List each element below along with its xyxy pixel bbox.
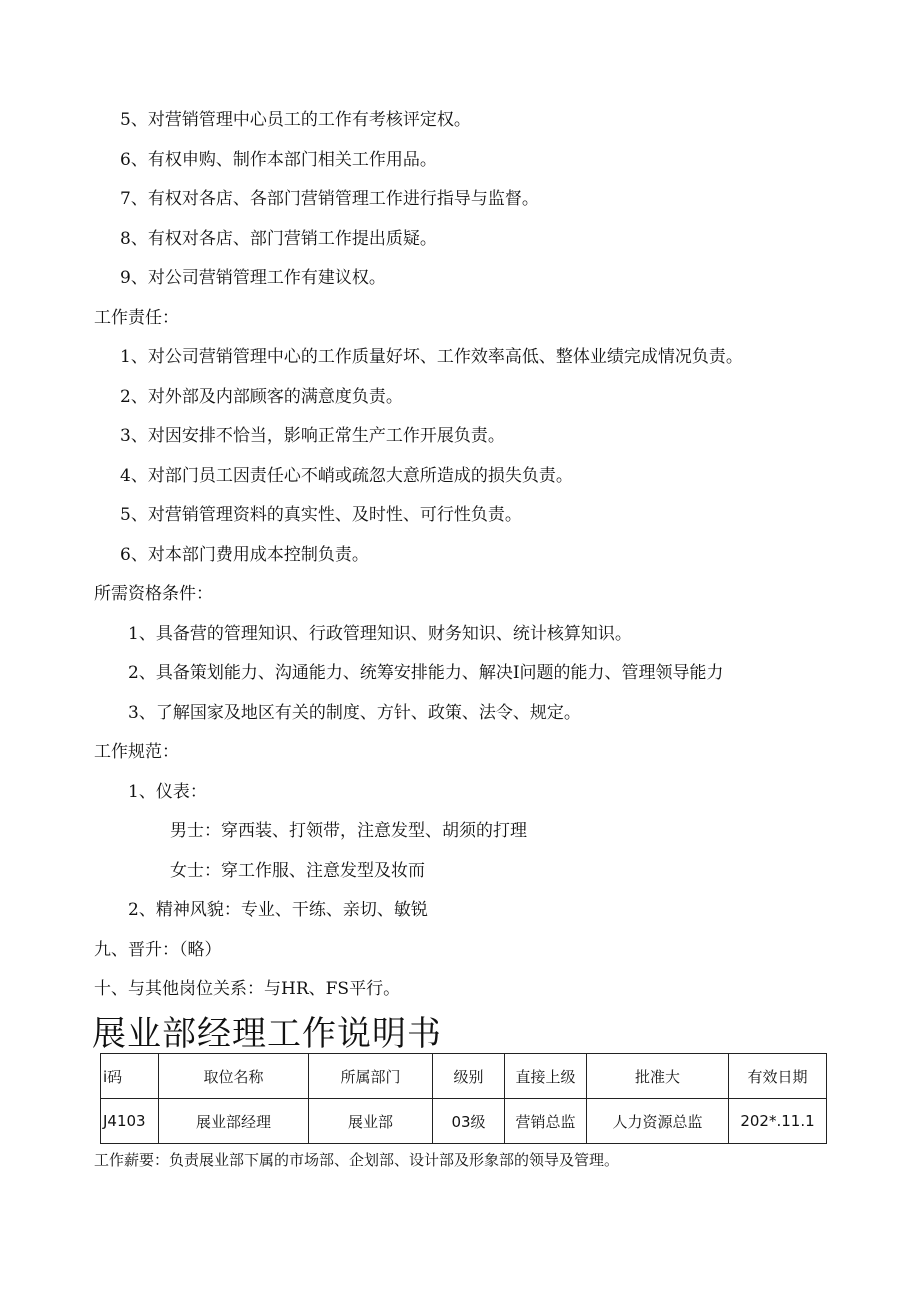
- cell-position-name: 展业部经理: [159, 1099, 309, 1144]
- cell-level: 03级: [433, 1099, 505, 1144]
- job-summary: 工作薪要：负责展业部下属的市场部、企划部、设计部及形象部的领导及管理。: [94, 1151, 620, 1169]
- responsibility-item: 1、对公司营销管理中心的工作质量好坏、工作效率高低、整体业绩完成情况负责。: [120, 347, 743, 367]
- qualification-item: 3、了解国家及地区有关的制度、方针、政策、法令、规定。: [128, 703, 581, 723]
- table-row: [101, 1099, 827, 1144]
- authority-item: 7、有权对各店、各部门营销管理工作进行指导与监督。: [120, 189, 539, 209]
- promotion-line: 九、晋升：（略）: [94, 940, 222, 960]
- cell-effective-date: 202*.11.1: [729, 1099, 827, 1144]
- qualification-item: 2、具备策划能力、沟通能力、统筹安排能力、解决I问题的能力、管理领导能力: [128, 663, 724, 683]
- appearance-label: 1、仪表：: [128, 782, 207, 802]
- responsibility-item: 2、对外部及内部顾客的满意度负责。: [120, 387, 403, 407]
- responsibility-item: 5、对营销管理资料的真实性、及时性、可行性负责。: [120, 505, 522, 525]
- responsibility-item: 3、对因安排不恰当，影响正常生产工作开展负责。: [120, 426, 505, 446]
- job-description-title: 展业部经理工作说明书: [92, 1014, 442, 1054]
- responsibility-item: 6、对本部门费用成本控制负责。: [120, 545, 369, 565]
- relations-line: 十、与其他岗位关系：与HR、FS平行。: [94, 979, 401, 999]
- qualification-heading: 所需资格条件：: [94, 584, 213, 604]
- header-position-name: 取位名称: [159, 1054, 309, 1099]
- header-effective-date: 有效日期: [729, 1054, 827, 1099]
- authority-item: 6、有权申购、制作本部门相关工作用品。: [120, 150, 437, 170]
- cell-department: 展业部: [309, 1099, 433, 1144]
- responsibility-heading: 工作责任：: [94, 308, 179, 328]
- female-dress-code: 女士：穿工作服、注意发型及妆而: [170, 861, 425, 881]
- male-dress-code: 男士：穿西装、打领带，注意发型、胡须的打理: [170, 821, 527, 841]
- authority-item: 8、有权对各店、部门营销工作提出质疑。: [120, 229, 437, 249]
- cell-code: J4103: [101, 1099, 159, 1144]
- qualification-item: 1、具备营的管理知识、行政管理知识、财务知识、统计核算知识。: [128, 624, 632, 644]
- header-supervisor: 直接上级: [505, 1054, 587, 1099]
- table-header-row: [101, 1054, 827, 1099]
- authority-item: 5、对营销管理中心员工的工作有考核评定权。: [120, 110, 471, 130]
- standards-heading: 工作规范：: [94, 742, 179, 762]
- header-department: 所属部门: [309, 1054, 433, 1099]
- responsibility-item: 4、对部门员工因责任心不峭或疏忽大意所造成的损失负责。: [120, 466, 573, 486]
- header-approver: 批准大: [587, 1054, 729, 1099]
- cell-supervisor: 营销总监: [505, 1099, 587, 1144]
- header-level: 级别: [433, 1054, 505, 1099]
- cell-approver: 人力资源总监: [587, 1099, 729, 1144]
- authority-item: 9、对公司营销管理工作有建议权。: [120, 268, 386, 288]
- spirit-item: 2、精神风貌：专业、干练、亲切、敏锐: [128, 900, 428, 920]
- job-info-table: [100, 1053, 827, 1144]
- header-code: i码: [101, 1054, 159, 1099]
